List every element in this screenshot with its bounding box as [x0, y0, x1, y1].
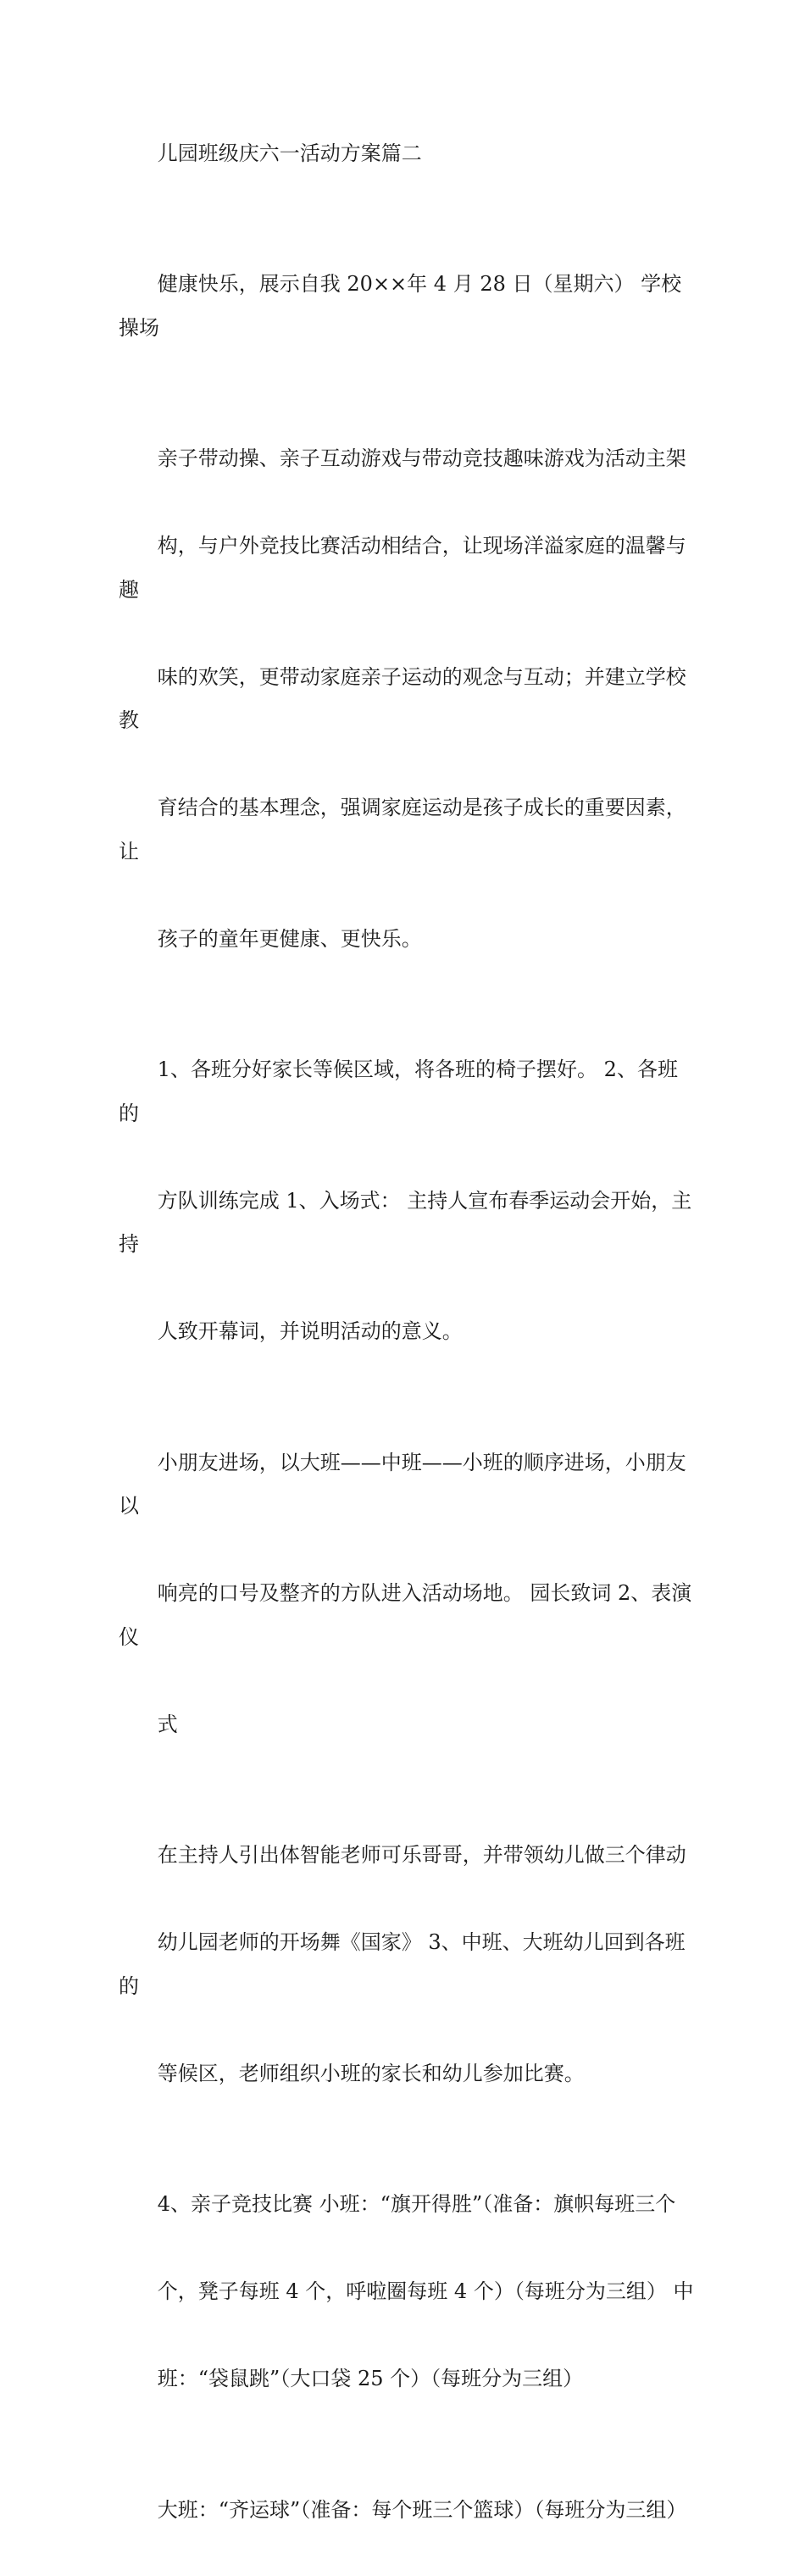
text-line: 亲子带动操、亲子互动游戏与带动竞技趣味游戏为活动主架 [157, 447, 686, 470]
document-body [119, 88, 695, 2576]
text-line: 式 [157, 1712, 178, 1736]
text-line: 幼儿园老师的开场舞《国家》 3、中班、大班幼儿回到各班的 [119, 1930, 686, 1998]
text-line: 等候区，老师组织小班的家长和幼儿参加比赛。 [157, 2061, 585, 2085]
text-line: 儿园班级庆六一活动方案篇二 [157, 141, 422, 165]
text-line: 方队训练完成 1、入场式： 主持人宣布春季运动会开始，主持 [119, 1188, 692, 1256]
paragraph-entrance [119, 1397, 695, 1790]
text-line: 在主持人引出体智能老师可乐哥哥，并带领幼儿做三个律动 [157, 1843, 686, 1867]
text-line: 大班：“齐运球”（准备：每个班三个篮球）（每班分为三组） [157, 2497, 687, 2522]
text-line: 人致开幕词，并说明活动的意义。 [157, 1319, 463, 1343]
paragraph-theme-date-place [119, 219, 695, 394]
text-line: 1、各班分好家长等候区域，将各班的椅子摆好。 2、各班的 [119, 1058, 678, 1125]
text-line: 小朋友进场，以大班——中班——小班的顺序进场，小朋友以 [119, 1450, 686, 1518]
text-line: 4、亲子竞技比赛 小班：“旗开得胜”（准备：旗帜每班三个 [157, 2192, 676, 2216]
text-line: 班：“袋鼠跳”（大口袋 25 个）（每班分为三组） [157, 2367, 584, 2390]
paragraph-performance [119, 1790, 695, 2140]
paragraph-title [119, 88, 695, 219]
paragraph-preparation [119, 1005, 695, 1398]
paragraph-big-class [119, 2445, 695, 2576]
text-line: 味的欢笑，更带动家庭亲子运动的观念与互动；并建立学校教 [119, 664, 686, 732]
paragraph-competition [119, 2140, 695, 2446]
text-line: 健康快乐，展示自我 20××年 4 月 28 日（星期六） 学校操场 [119, 272, 682, 340]
text-line: 构，与户外竞技比赛活动相结合，让现场洋溢家庭的温馨与趣 [119, 534, 686, 602]
text-line: 孩子的童年更健康、更快乐。 [157, 926, 422, 951]
text-line: 响亮的口号及整齐的方队进入活动场地。 园长致词 2、表演仪 [119, 1581, 692, 1649]
text-line: 育结合的基本理念，强调家庭运动是孩子成长的重要因素，让 [119, 796, 686, 863]
text-line: 个，凳子每班 4 个，呼啦圈每班 4 个）（每班分为三组） 中 [157, 2279, 694, 2303]
paragraph-purpose [119, 394, 695, 1005]
